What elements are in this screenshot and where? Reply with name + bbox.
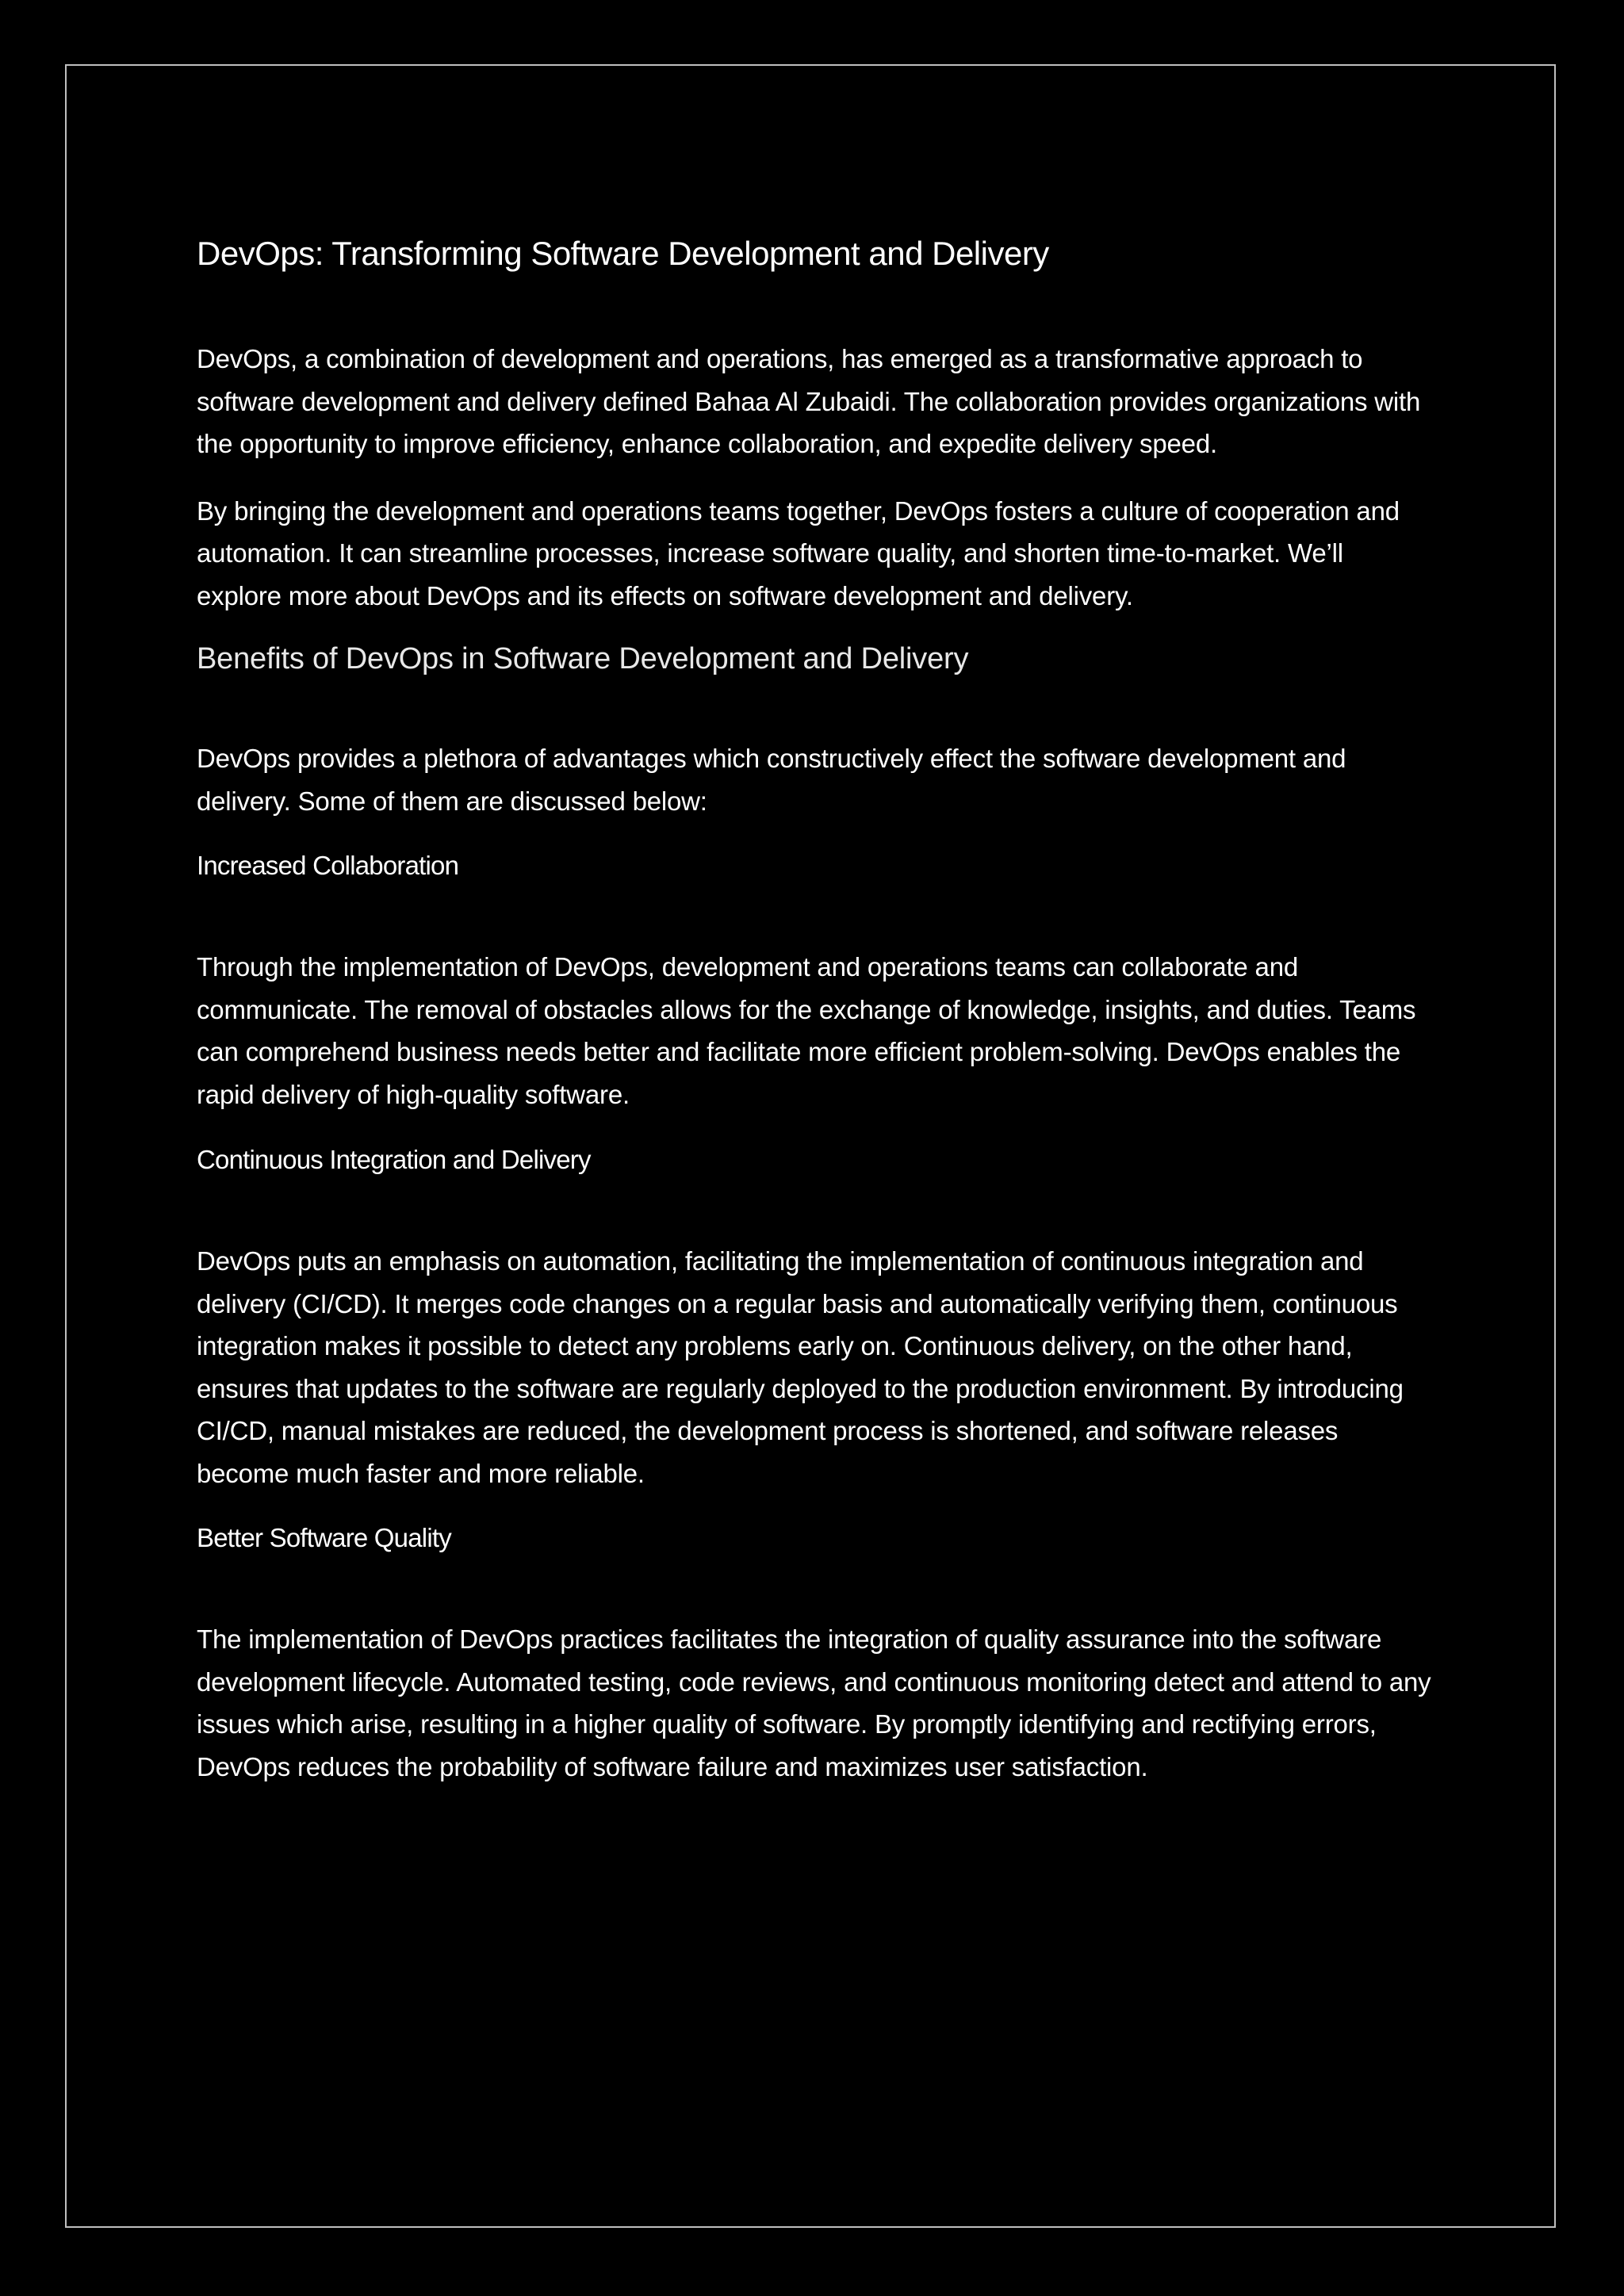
collaboration-paragraph: Through the implementation of DevOps, development and operations teams can collaborate and communicate. The removal of obstacles allows for the exchange of knowledge, insights, and duties. Teams can comprehend business needs better and facilitate more efficient problem-solving. DevOps enables the rapid delivery of high-quality software.	[197, 952, 1416, 1109]
software-quality-paragraph: The implementation of DevOps practices facilitates the integration of quality assurance into the software development lifecycle. Automated testing, code reviews, and continuous monitoring detect and attend to any issues which arise, resulting in a higher quality of software. By promptly identifying and rectifying errors, DevOps reduces the probability of software failure and maximizes user satisfaction.	[197, 1624, 1431, 1781]
benefits-heading: Benefits of DevOps in Software Development and Delivery	[197, 642, 969, 675]
document-title: DevOps: Transforming Software Development and Delivery	[197, 235, 1049, 272]
document-content	[197, 228, 1434, 1788]
collaboration-heading: Increased Collaboration	[197, 851, 459, 880]
ci-cd-paragraph: DevOps puts an emphasis on automation, facilitating the implementation of continuous integration and delivery (CI/CD). It merges code changes on a regular basis and automatically verifying them, continuous integration makes it possible to detect any problems early on. Continuous delivery, on the other hand, ensures that updates to the software are regularly deployed to the production environment. By introducing CI/CD, manual mistakes are reduced, the development process is shortened, and software releases become much faster and more reliable.	[197, 1246, 1404, 1488]
intro-paragraph-1: DevOps, a combination of development and operations, has emerged as a transformative approach to software development and delivery defined Bahaa Al Zubaidi. The collaboration provides organizations with the opportunity to improve efficiency, enhance collaboration, and expedite delivery speed.	[197, 344, 1421, 458]
benefits-intro-paragraph: DevOps provides a plethora of advantages which constructively effect the software development and delivery. Some of them are discussed below:	[197, 744, 1346, 816]
software-quality-heading: Better Software Quality	[197, 1523, 451, 1552]
ci-cd-heading: Continuous Integration and Delivery	[197, 1145, 591, 1174]
intro-paragraph-2: By bringing the development and operations teams together, DevOps fosters a culture of cooperation and automation. It can streamline processes, increase software quality, and shorten time-to-market. We’ll explore more about DevOps and its effects on software development and delivery.	[197, 496, 1400, 610]
